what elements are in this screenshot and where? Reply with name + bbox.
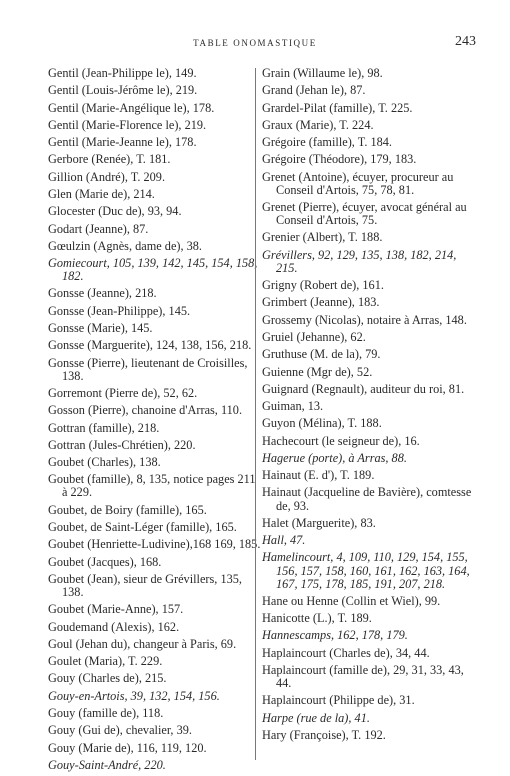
index-entry: Gentil (Jean-Philippe le), 149.	[48, 66, 197, 80]
index-entry: Grigny (Robert de), 161.	[262, 278, 384, 293]
index-entry: Hane ou Henne (Collin et Wiel), 99.	[262, 593, 441, 608]
index-entry: Gottran (famille), 218.	[48, 420, 160, 435]
index-entry: Harpe (rue de la), 41.	[262, 710, 370, 725]
index-entry: Guiman, 13.	[262, 399, 324, 414]
index-entry: Hanicotte (L.), T. 189.	[262, 611, 372, 626]
index-entry: Gomiecourt, 105, 139, 142, 145, 154, 158, 182.	[48, 256, 258, 284]
index-entry: Gonsse (Jeanne), 218.	[48, 286, 157, 301]
index-entry: Grenet (Pierre), écuyer, avocat général au Conseil d'Artois, 75.	[262, 200, 467, 228]
index-entry: Gouy (Gui de), chevalier, 39.	[48, 723, 192, 738]
index-entry: Gruthuse (M. de la), 79.	[262, 347, 381, 362]
index-entry: Gonsse (Jean-Philippe), 145.	[48, 303, 191, 318]
index-entry: Gentil (Marie-Florence le), 219.	[48, 117, 207, 132]
index-entry: Guyon (Mélina), T. 188.	[262, 416, 382, 431]
index-entry: Haplaincourt (Charles de), 34, 44.	[262, 645, 430, 660]
column-divider	[255, 68, 256, 760]
index-entry: Hainaut (Jacqueline de Bavière), comtesse de, 93.	[262, 485, 472, 513]
index-entry: Gonsse (Marie), 145.	[48, 321, 153, 336]
index-entry: Gouy (famille de), 118.	[48, 705, 164, 720]
index-entry: Haplaincourt (famille de), 29, 31, 33, 43, 44.	[262, 663, 464, 691]
index-entry: Goubet, de Boiry (famille), 165.	[48, 502, 207, 517]
index-entry: Hamelincourt, 4, 109, 110, 129, 154, 155, 156, 157, 158, 160, 161, 162, 163, 164, 167, 175, 178, 185, 191, 207, 218.	[262, 550, 470, 591]
page-header-title: TABLE ONOMASTIQUE	[193, 38, 317, 48]
index-entry: Grardel-Pilat (famille), T. 225.	[262, 100, 413, 115]
index-entry: Goubet, de Saint-Léger (famille), 165.	[48, 520, 237, 535]
index-entry: Godart (Jeanne), 87.	[48, 221, 149, 236]
index-entry: Gillion (André), T. 209.	[48, 169, 166, 184]
index-entry: Grégoire (Théodore), 179, 183.	[262, 152, 417, 167]
index-entry: Gorremont (Pierre de), 52, 62.	[48, 385, 198, 400]
index-entry: Haplaincourt (Philippe de), 31.	[262, 693, 415, 708]
index-entry: Grossemy (Nicolas), notaire à Arras, 148.	[262, 312, 467, 327]
index-entry: Goubet (Henriette-Ludivine),168 169, 185.	[48, 537, 261, 552]
index-entry: Gouy-Saint-André, 220.	[48, 757, 166, 772]
index-entry: Glen (Marie de), 214.	[48, 186, 155, 201]
index-entry: Gentil (Louis-Jérôme le), 219.	[48, 83, 198, 98]
index-entry: Guignard (Regnault), auditeur du roi, 81.	[262, 381, 465, 396]
index-entry: Grévillers, 92, 129, 135, 138, 182, 214, 215.	[262, 247, 457, 275]
index-entry: Glocester (Duc de), 93, 94.	[48, 204, 182, 219]
index-entry: Grand (Jehan le), 87.	[262, 83, 366, 98]
index-entry: Graux (Marie), T. 224.	[262, 117, 374, 132]
index-entry: Goubet (Jean), sieur de Grévillers, 135, 138.	[48, 571, 242, 599]
index-entry: Gosson (Pierre), chanoine d'Arras, 110.	[48, 403, 243, 418]
index-entry: Grégoire (famille), T. 184.	[262, 135, 392, 150]
index-entry: Gerbore (Renée), T. 181.	[48, 152, 171, 167]
page-number: 243	[455, 34, 476, 49]
index-entry: Gouy (Charles de), 215.	[48, 671, 167, 686]
index-entry: Grenet (Antoine), écuyer, procureur au Conseil d'Artois, 75, 78, 81.	[262, 169, 454, 197]
index-entry: Grimbert (Jeanne), 183.	[262, 295, 380, 310]
index-entry: Goubet (Jacques), 168.	[48, 554, 162, 569]
index-entry: Grain (Willaume le), 98.	[262, 66, 383, 80]
index-entry: Gouy (Marie de), 116, 119, 120.	[48, 740, 207, 755]
index-entry: Hachecourt (le seigneur de), 16.	[262, 433, 420, 448]
index-entry: Gottran (Jules-Chrétien), 220.	[48, 437, 196, 452]
index-entry: Goubet (Charles), 138.	[48, 455, 161, 470]
index-entry: Hainaut (E. d'), T. 189.	[262, 468, 375, 483]
index-entry: Guienne (Mgr de), 52.	[262, 364, 373, 379]
index-entry: Gœulzin (Agnès, dame de), 38.	[48, 238, 203, 253]
index-entry: Grenier (Albert), T. 188.	[262, 230, 383, 245]
index-entry: Hall, 47.	[262, 533, 306, 548]
index-entry: Goubet (famille), 8, 135, notice pages 211 à 229.	[48, 472, 256, 500]
index-entry: Gonsse (Marguerite), 124, 138, 156, 218.	[48, 338, 252, 353]
index-entry: Hary (Françoise), T. 192.	[262, 727, 386, 742]
index-entry: Hagerue (porte), à Arras, 88.	[262, 450, 407, 465]
index-entry: Gouy-en-Artois, 39, 132, 154, 156.	[48, 688, 220, 703]
index-entry: Goul (Jehan du), changeur à Paris, 69.	[48, 636, 237, 651]
index-entry: Gentil (Marie-Angélique le), 178.	[48, 100, 215, 115]
index-entry: Halet (Marguerite), 83.	[262, 515, 376, 530]
index-entry: Gonsse (Pierre), lieutenant de Croisilles, 138.	[48, 355, 248, 383]
index-entry: Goudemand (Alexis), 162.	[48, 619, 180, 634]
index-entry: Gentil (Marie-Jeanne le), 178.	[48, 135, 197, 150]
index-entry: Goubet (Marie-Anne), 157.	[48, 602, 184, 617]
index-entry: Hannescamps, 162, 178, 179.	[262, 628, 408, 643]
index-entry: Goulet (Maria), T. 229.	[48, 654, 163, 669]
index-entry: Gruiel (Jehanne), 62.	[262, 329, 366, 344]
index-column-right	[262, 67, 477, 746]
index-column-left	[48, 67, 263, 776]
